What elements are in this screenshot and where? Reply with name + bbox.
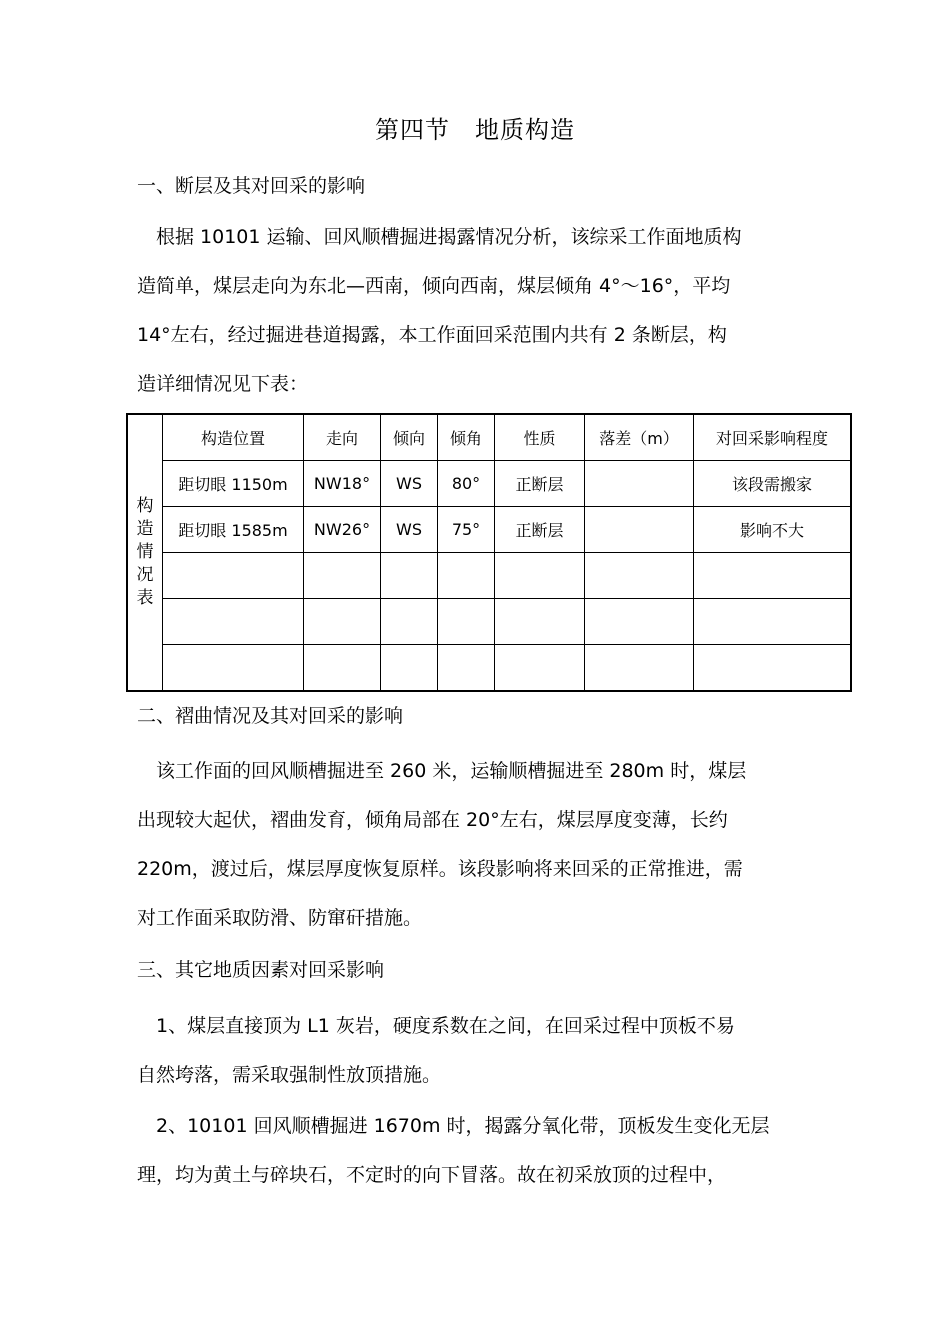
table-row <box>127 645 851 692</box>
table-header-row <box>127 414 851 461</box>
table-row <box>127 461 851 507</box>
table-header-cell: 对回采影响程度 <box>694 414 852 461</box>
table-cell: NW18° <box>304 461 381 507</box>
table-cell <box>495 599 585 645</box>
table-cell: NW26° <box>304 507 381 553</box>
structure-table <box>126 413 852 692</box>
table-cell: 影响不大 <box>694 507 852 553</box>
text-line: 对工作面采取防滑、防窜矸措施。 <box>137 907 423 929</box>
table-cell <box>381 599 438 645</box>
table-cell <box>585 507 694 553</box>
section-title: 第四节 地质构造 <box>375 116 575 144</box>
text-line: 理，均为黄土与碎块石，不定时的向下冒落。故在初采放顶的过程中， <box>137 1164 727 1186</box>
table-header-cell: 性质 <box>495 414 585 461</box>
paragraph-other-1 <box>137 1002 837 1100</box>
text-line: 该工作面的回风顺槽掘进至 260 米，运输顺槽掘进至 280m 时，煤层 <box>137 760 747 782</box>
table-header-cell: 走向 <box>304 414 381 461</box>
heading-other-factors: 三、其它地质因素对回采影响 <box>137 959 385 981</box>
table-cell <box>438 553 495 599</box>
table-row <box>127 553 851 599</box>
table-cell: 80° <box>438 461 495 507</box>
text-line: 造简单，煤层走向为东北—西南，倾向西南，煤层倾角 4°～16°，平均 <box>137 275 731 297</box>
table-cell: WS <box>381 507 438 553</box>
table-cell <box>381 645 438 692</box>
text-line: 出现较大起伏，褶曲发育，倾角局部在 20°左右，煤层厚度变薄，长约 <box>137 809 728 831</box>
table-cell: 正断层 <box>495 461 585 507</box>
table-row <box>127 507 851 553</box>
paragraph-faults <box>137 213 837 409</box>
table-header-cell: 倾角 <box>438 414 495 461</box>
table-cell <box>163 599 304 645</box>
table-cell: 正断层 <box>495 507 585 553</box>
table-cell <box>438 599 495 645</box>
table-cell <box>304 599 381 645</box>
heading-faults: 一、断层及其对回采的影响 <box>137 175 366 197</box>
table-cell: WS <box>381 461 438 507</box>
table-cell <box>585 599 694 645</box>
text-line: 1、煤层直接顶为 L1 灰岩，硬度系数在之间，在回采过程中顶板不易 <box>137 1015 735 1037</box>
text-line: 造详细情况见下表： <box>137 373 309 395</box>
table-cell: 该段需搬家 <box>694 461 852 507</box>
table-cell <box>163 553 304 599</box>
table-cell <box>163 645 304 692</box>
text-line: 根据 10101 运输、回风顺槽掘进揭露情况分析，该综采工作面地质构 <box>137 226 742 248</box>
table-header-cell: 构造位置 <box>163 414 304 461</box>
table-cell <box>438 645 495 692</box>
paragraph-folds <box>137 747 837 943</box>
table-header-cell: 倾向 <box>381 414 438 461</box>
table-cell <box>585 461 694 507</box>
text-line: 2、10101 回风顺槽掘进 1670m 时，揭露分氧化带，顶板发生变化无层 <box>137 1115 770 1137</box>
table-cell <box>381 553 438 599</box>
text-line: 自然垮落，需采取强制性放顶措施。 <box>137 1064 442 1086</box>
table-row <box>127 599 851 645</box>
table-side-label: 构造情况表 <box>127 414 163 691</box>
text-line: 220m，渡过后，煤层厚度恢复原样。该段影响将来回采的正常推进，需 <box>137 858 743 880</box>
table-cell <box>495 553 585 599</box>
table-cell <box>304 645 381 692</box>
table-cell <box>304 553 381 599</box>
table-header-cell: 落差（m） <box>585 414 694 461</box>
table-cell <box>694 553 852 599</box>
table-cell <box>585 553 694 599</box>
table-cell <box>694 599 852 645</box>
text-line: 14°左右，经过掘进巷道揭露，本工作面回采范围内共有 2 条断层，构 <box>137 324 727 346</box>
heading-folds: 二、褶曲情况及其对回采的影响 <box>137 705 404 727</box>
table-cell: 75° <box>438 507 495 553</box>
table-cell: 距切眼 1585m <box>163 507 304 553</box>
table-cell: 距切眼 1150m <box>163 461 304 507</box>
paragraph-other-2 <box>137 1102 837 1200</box>
table-cell <box>585 645 694 692</box>
table-cell <box>495 645 585 692</box>
table-cell <box>694 645 852 692</box>
